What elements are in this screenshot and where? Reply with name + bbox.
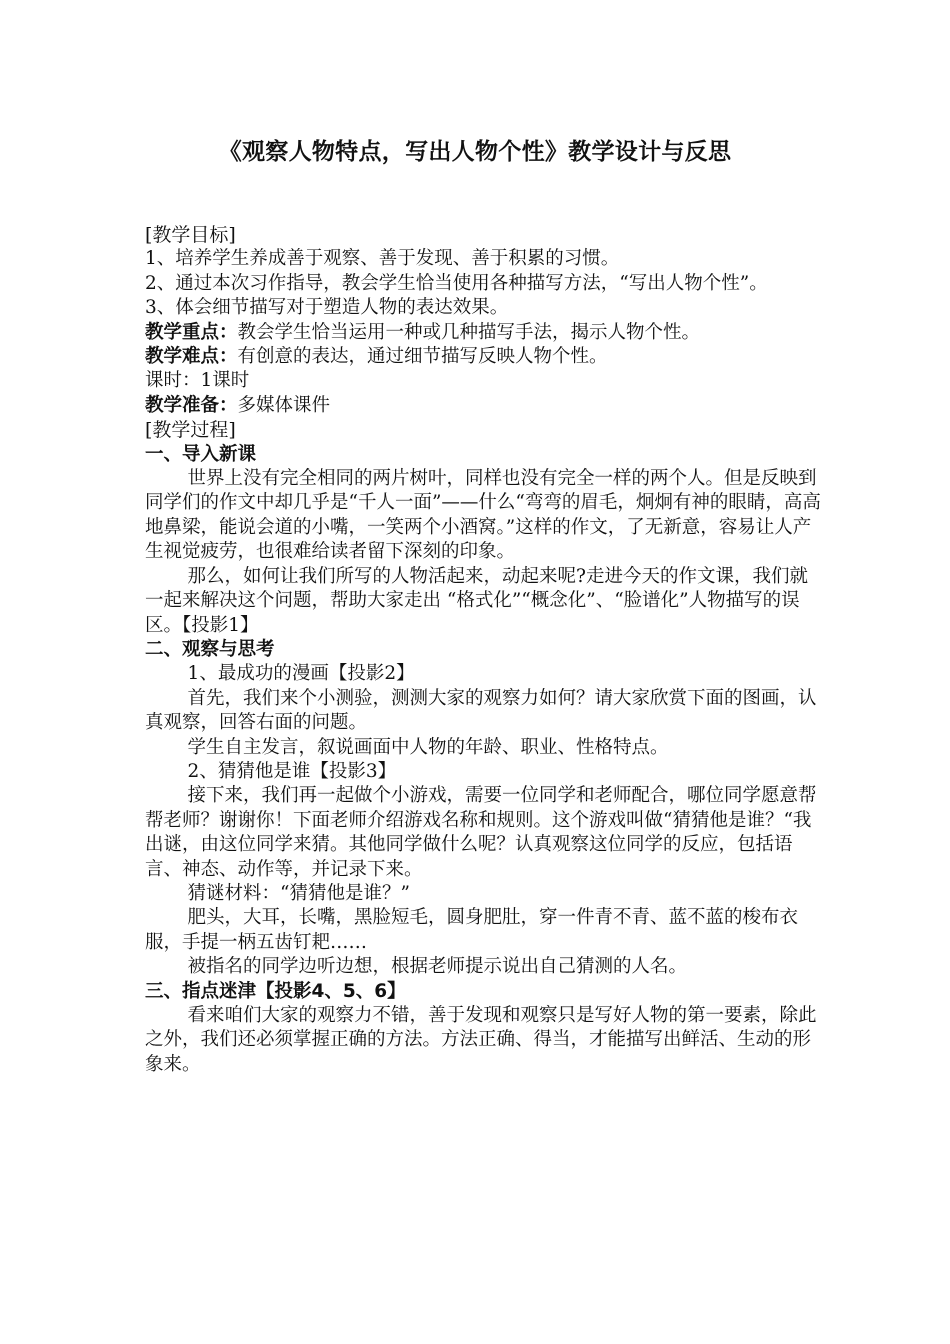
section-heading: 一、导入新课 <box>145 443 257 465</box>
key-point-label: 教学重点： <box>145 321 238 343</box>
paragraph: 猜谜材料：“猜猜他是谁？” <box>187 882 410 904</box>
document-body <box>145 223 825 1077</box>
paragraph: 首先，我们来个小测验，测测大家的观察力如何？请大家欣赏下面的图画，认真观察，回答右面的问题。 <box>145 687 817 734</box>
paragraph: 1、最成功的漫画【投影2】 <box>187 663 415 685</box>
paragraph: 学生自主发言，叙说画面中人物的年龄、职业、性格特点。 <box>187 736 669 758</box>
process-header: [教学过程] <box>145 419 236 442</box>
difficulty-line <box>145 345 825 369</box>
section-heading: 二、观察与思考 <box>145 638 275 660</box>
paragraph: 那么，如何让我们所写的人物活起来，动起来呢?走进今天的作文课，我们就一起来解决这个问题，帮助大家走出 “格式化”“概念化”、“脸谱化”人物描写的误区。【投影1】 <box>145 565 808 636</box>
key-point-line <box>145 321 825 345</box>
goals-header: [教学目标] <box>145 224 236 246</box>
paragraph: 接下来，我们再一起做个小游戏，需要一位同学和老师配合，哪位同学愿意帮帮老师？谢谢你！下面老师介绍游戏名称和规则。这个游戏叫做“猜猜他是谁？“我出谜，由这位同学来猜。其他同学做什么呢？认真观察这位同学的反应，包括语言、神态、动作等，并记录下来。 <box>145 785 817 880</box>
class-hours: 课时：1课时 <box>145 370 250 392</box>
document-title: 《观察人物特点，写出人物个性》教学设计与反思 <box>218 139 732 165</box>
preparation-text: 多媒体课件 <box>237 394 331 416</box>
goal-item: 2、通过本次习作指导，教会学生恰当使用各种描写方法，“写出人物个性”。 <box>145 272 768 294</box>
paragraph: 2、猜猜他是谁【投影3】 <box>187 760 397 782</box>
paragraph: 被指名的同学边听边想，根据老师提示说出自己猜测的人名。 <box>187 956 688 978</box>
paragraph: 世界上没有完全相同的两片树叶，同样也没有完全一样的两个人。但是反映到同学们的作文中却几乎是“千人一面”——什么“弯弯的眉毛，炯炯有神的眼睛，高高地鼻梁，能说会道的小嘴，一笑两个小酒窝。”这样的作文，了无新意，容易让人产生视觉疲劳，也很难给读者留下深刻的印象。 <box>145 468 821 563</box>
preparation-line <box>145 394 825 418</box>
difficulty-text: 有创意的表达，通过细节描写反映人物个性。 <box>237 346 608 368</box>
paragraph: 肥头，大耳，长嘴，黑脸短毛，圆身肥肚，穿一件青不青、蓝不蓝的梭布衣服，手提一柄五齿钉耙…… <box>145 907 799 953</box>
preparation-label: 教学准备： <box>145 394 238 416</box>
key-point-text: 教会学生恰当运用一种或几种描写手法，揭示人物个性。 <box>237 321 701 343</box>
goal-item: 1、培养学生养成善于观察、善于发现、善于积累的习惯。 <box>145 248 620 270</box>
goal-item: 3、体会细节描写对于塑造人物的表达效果。 <box>145 297 509 319</box>
section-heading: 三、指点迷津【投影4、5、6】 <box>145 980 406 1002</box>
difficulty-label: 教学难点： <box>145 346 238 368</box>
paragraph: 看来咱们大家的观察力不错，善于发现和观察只是写好人物的第一要素，除此之外，我们还必须掌握正确的方法。方法正确、得当，才能描写出鲜活、生动的形象来。 <box>145 1005 817 1075</box>
